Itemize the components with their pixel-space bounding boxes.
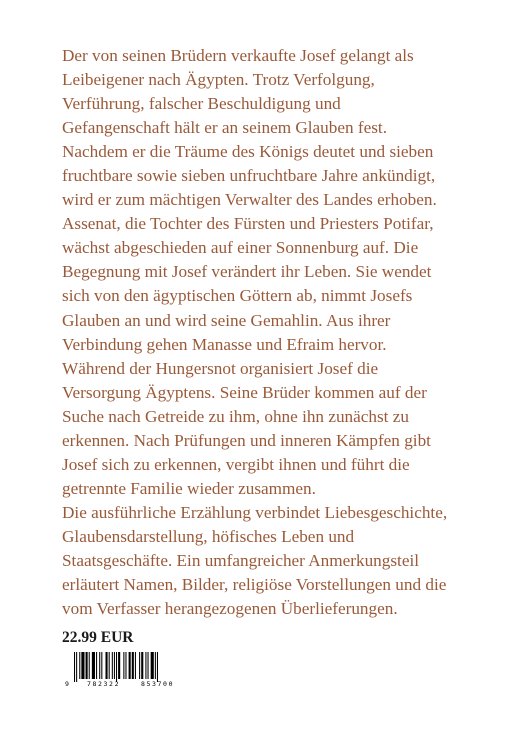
barcode-bar xyxy=(114,652,115,679)
barcode-bar xyxy=(139,652,140,679)
barcode-bar xyxy=(116,652,117,682)
blurb-line: sich von den ägyptischen Göttern ab, nimmt Josefs xyxy=(62,286,413,306)
blurb-line: getrennte Familie wieder zusammen. xyxy=(62,478,316,498)
barcode-bar xyxy=(99,652,100,679)
blurb-line: erkennen. Nach Prüfungen und inneren Kämpfen gibt xyxy=(62,430,431,450)
barcode-bar xyxy=(135,652,136,679)
barcode-bar xyxy=(151,652,154,679)
barcode-bar xyxy=(76,652,77,682)
barcode-bar xyxy=(155,652,156,679)
barcode-bar xyxy=(125,652,126,679)
blurb-line: Verführung, falscher Beschuldigung und xyxy=(62,94,341,114)
blurb-line: wächst abgeschieden auf einer Sonnenburg auf. Die xyxy=(62,238,419,258)
barcode-bar xyxy=(123,652,124,679)
blurb-line: Der von seinen Brüdern verkaufte Josef gelangt als xyxy=(62,46,414,65)
barcode-bar xyxy=(129,652,131,679)
barcode-bar xyxy=(112,652,113,679)
blurb-paragraph-2 xyxy=(62,501,482,621)
blurb-line: Staatsgeschäfte. Ein umfangreicher Anmerkungsteil xyxy=(62,550,420,570)
barcode-digit-group-2: 782322 xyxy=(87,680,121,688)
isbn-barcode xyxy=(62,652,194,688)
barcode-bar xyxy=(86,652,88,679)
barcode-bar xyxy=(157,652,158,682)
barcode-bar xyxy=(106,652,108,679)
blurb-line: Leibeigener nach Ägypten. Trotz Verfolgung, xyxy=(62,70,375,90)
barcode-bar xyxy=(81,652,84,679)
barcode-bar xyxy=(79,652,80,679)
barcode-digit-group-1: 9 xyxy=(65,680,69,688)
barcode-bar xyxy=(101,652,102,679)
barcode-bar xyxy=(148,652,149,679)
blurb-line: Suche nach Getreide zu ihm, ohne ihn zunächst zu xyxy=(62,406,409,426)
barcode-bar xyxy=(132,652,134,679)
barcode-bar xyxy=(92,652,95,679)
blurb-line: fruchtbare sowie sieben unfruchtbare Jahre ankündigt, xyxy=(62,166,436,186)
blurb-line: Versorgung Ägyptens. Seine Brüder kommen auf der xyxy=(62,382,427,402)
barcode-bar xyxy=(109,652,110,679)
blurb-line: Begegnung mit Josef verändert ihr Leben. Sie wendet xyxy=(62,262,432,282)
barcode-bar xyxy=(89,652,90,679)
blurb-line: Verbindung gehen Manasse und Efraim hervor. xyxy=(62,334,387,354)
blurb-line: erläutert Namen, Bilder, religiöse Vorstellungen und die xyxy=(62,575,447,595)
price-label: 22.99 EUR xyxy=(62,629,134,646)
barcode-bar xyxy=(141,652,143,679)
blurb-line: vom Verfasser herangezogenen Überlieferungen. xyxy=(62,599,398,619)
blurb-line: Während der Hungersnot organisiert Josef die xyxy=(62,358,379,378)
blurb-line: Assenat, die Tochter des Fürsten und Priesters Potifar, xyxy=(62,214,434,234)
barcode-bar xyxy=(96,652,97,679)
blurb-line: Glaubensdarstellung, höfisches Leben und xyxy=(62,526,355,546)
blurb-line: wird er zum mächtigen Verwalter des Landes erhoben. xyxy=(62,190,437,210)
back-cover-blurb xyxy=(62,44,482,621)
blurb-paragraph-1 xyxy=(62,44,482,501)
blurb-line: Josef sich zu erkennen, vergibt ihnen und führt die xyxy=(62,454,410,474)
barcode-digit-group-3: 853700 xyxy=(141,680,175,688)
barcode-bar xyxy=(74,652,75,682)
barcode-bar xyxy=(118,652,120,679)
barcode-bar xyxy=(145,652,146,679)
blurb-line: Nachdem er die Träume des Königs deutet und sieben xyxy=(62,142,434,162)
blurb-line: Die ausführliche Erzählung verbindet Liebesgeschichte, xyxy=(62,502,448,522)
blurb-line: Gefangenschaft hält er an seinem Glauben fest. xyxy=(62,118,387,138)
blurb-line: Glauben an und wird seine Gemahlin. Aus ihrer xyxy=(62,310,391,330)
